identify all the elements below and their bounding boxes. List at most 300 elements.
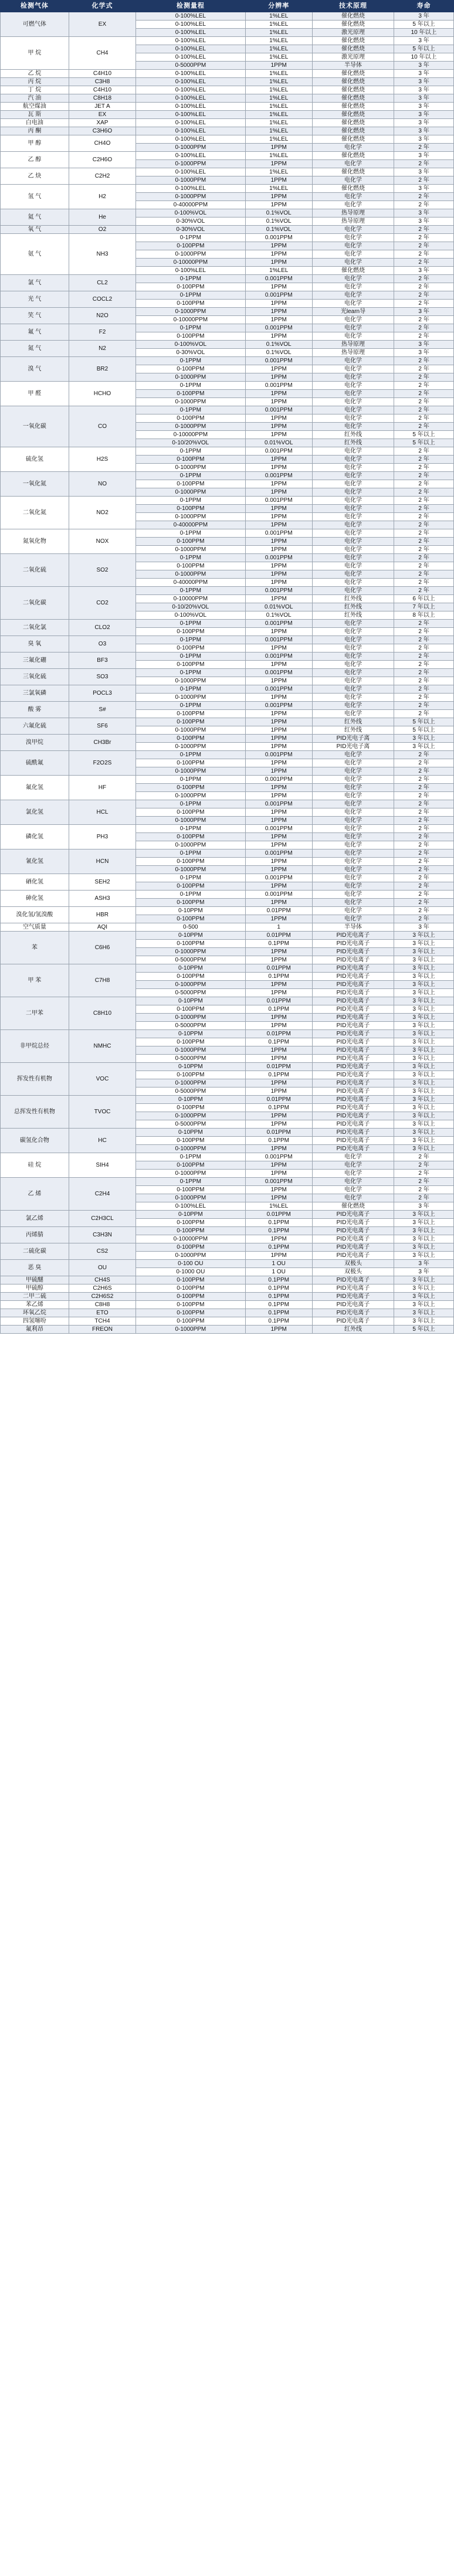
cell-technology: 电化学 <box>312 456 394 464</box>
cell-lifetime: 2 年 <box>394 570 454 579</box>
cell-detection-range: 0-1PPM <box>136 751 245 759</box>
cell-resolution: 0.01%VOL <box>245 439 312 447</box>
cell-detection-range: 0-100PPM <box>136 1161 245 1170</box>
cell-resolution: 1PPM <box>245 1079 312 1088</box>
cell-lifetime: 3 年 <box>394 209 454 218</box>
table-row <box>1 735 454 743</box>
cell-resolution: 1PPM <box>245 915 312 923</box>
cell-lifetime: 3 年 <box>394 1202 454 1211</box>
table-row <box>1 997 454 1005</box>
cell-technology: PID光电离子 <box>312 1038 394 1046</box>
cell-technology: 激光原理 <box>312 29 394 37</box>
cell-detection-range: 0-5000PPM <box>136 1022 245 1030</box>
cell-gas-name: 氮 气 <box>1 341 69 357</box>
cell-resolution: 0.001PPM <box>245 620 312 628</box>
cell-lifetime: 2 年 <box>394 1153 454 1161</box>
cell-gas-name: 硅 烷 <box>1 1153 69 1178</box>
cell-lifetime: 2 年 <box>394 447 454 456</box>
cell-resolution: 0.001PPM <box>245 472 312 480</box>
cell-chemical-formula: HCL <box>69 800 135 825</box>
cell-technology: 热导原理 <box>312 349 394 357</box>
cell-resolution: 1PPM <box>245 365 312 373</box>
cell-resolution: 1 OU <box>245 1260 312 1268</box>
cell-technology: 电化学 <box>312 242 394 250</box>
cell-gas-name: 非甲烷总烃 <box>1 1030 69 1063</box>
cell-technology: 电化学 <box>312 275 394 283</box>
cell-detection-range: 0-1000PPM <box>136 176 245 185</box>
cell-technology: PID光电离子 <box>312 1317 394 1326</box>
cell-technology: 电化学 <box>312 710 394 718</box>
cell-technology: 催化燃烧 <box>312 94 394 103</box>
cell-resolution: 0.01PPM <box>245 997 312 1005</box>
cell-detection-range: 0-1PPM <box>136 497 245 505</box>
cell-lifetime: 10 年以上 <box>394 53 454 62</box>
cell-gas-name: 氦 气 <box>1 209 69 226</box>
cell-detection-range: 0-1000PPM <box>136 817 245 825</box>
cell-gas-name: 甲 苯 <box>1 964 69 997</box>
cell-lifetime: 2 年 <box>394 406 454 414</box>
table-header <box>1 1 454 12</box>
cell-detection-range: 0-100PPM <box>136 1309 245 1317</box>
cell-technology: 电化学 <box>312 579 394 587</box>
cell-gas-name: 可燃气体 <box>1 12 69 37</box>
cell-lifetime: 2 年 <box>394 858 454 866</box>
cell-lifetime: 3 年 <box>394 86 454 94</box>
cell-resolution: 1PPM <box>245 505 312 513</box>
cell-resolution: 0.1%VOL <box>245 611 312 620</box>
table-row <box>1 751 454 759</box>
cell-gas-name: 氟 气 <box>1 324 69 341</box>
cell-lifetime: 2 年 <box>394 275 454 283</box>
cell-lifetime: 3 年以上 <box>394 948 454 956</box>
cell-gas-name: 二甲二硫 <box>1 1293 69 1301</box>
cell-technology: PID光电离子 <box>312 1145 394 1153</box>
cell-technology: 电化学 <box>312 792 394 800</box>
cell-detection-range: 0-1000PPM <box>136 1170 245 1178</box>
cell-detection-range: 0-100PPM <box>136 480 245 488</box>
cell-resolution: 1PPM <box>245 316 312 324</box>
cell-technology: 催化燃烧 <box>312 152 394 160</box>
cell-resolution: 1PPM <box>245 1170 312 1178</box>
cell-detection-range: 0-1PPM <box>136 234 245 242</box>
cell-detection-range: 0-100PPM <box>136 1243 245 1252</box>
table-row <box>1 226 454 234</box>
cell-detection-range: 0-1PPM <box>136 291 245 300</box>
table-row <box>1 37 454 45</box>
cell-lifetime: 3 年以上 <box>394 964 454 973</box>
cell-resolution: 1PPM <box>245 1145 312 1153</box>
cell-detection-range: 0-1000PPM <box>136 767 245 776</box>
cell-detection-range: 0-1PPM <box>136 324 245 332</box>
cell-resolution: 1PPM <box>245 677 312 685</box>
cell-resolution: 0.1PPM <box>245 1219 312 1227</box>
table-row <box>1 964 454 973</box>
cell-technology: 电化学 <box>312 390 394 398</box>
cell-chemical-formula: CH4S <box>69 1276 135 1284</box>
header-gas-name: 检测气体 <box>1 1 69 12</box>
cell-chemical-formula: CL2 <box>69 275 135 291</box>
cell-detection-range: 0-1000PPM <box>136 841 245 849</box>
cell-detection-range: 0-100PPM <box>136 661 245 669</box>
cell-lifetime: 3 年 <box>394 1260 454 1268</box>
cell-resolution: 1PPM <box>245 332 312 341</box>
cell-resolution: 0.001PPM <box>245 324 312 332</box>
cell-detection-range: 0-1000PPM <box>136 488 245 497</box>
cell-technology: 电化学 <box>312 1194 394 1202</box>
cell-lifetime: 2 年 <box>394 160 454 168</box>
cell-technology: 电化学 <box>312 201 394 209</box>
cell-gas-name: 臭 氧 <box>1 636 69 653</box>
cell-detection-range: 0-1PPM <box>136 620 245 628</box>
cell-resolution: 1PPM <box>245 431 312 439</box>
cell-detection-range: 0-1000PPM <box>136 193 245 201</box>
cell-lifetime: 2 年 <box>394 620 454 628</box>
cell-chemical-formula: POCL3 <box>69 685 135 702</box>
cell-gas-name: 三氟化硼 <box>1 653 69 669</box>
cell-resolution: 0.1PPM <box>245 1071 312 1079</box>
cell-technology: 电化学 <box>312 776 394 784</box>
cell-chemical-formula: TVOC <box>69 1096 135 1129</box>
header-technology: 技术原理 <box>312 1 394 12</box>
cell-detection-range: 0-100PPM <box>136 899 245 907</box>
table-row <box>1 923 454 932</box>
cell-detection-range: 0-100%LEL <box>136 29 245 37</box>
cell-lifetime: 2 年 <box>394 283 454 291</box>
cell-detection-range: 0-100PPM <box>136 973 245 981</box>
cell-chemical-formula: HCN <box>69 849 135 874</box>
table-row <box>1 669 454 677</box>
cell-resolution: 1PPM <box>245 808 312 817</box>
cell-resolution: 1PPM <box>245 735 312 743</box>
cell-gas-name: 二氧化氮 <box>1 497 69 529</box>
cell-chemical-formula: NMHC <box>69 1030 135 1063</box>
cell-technology: 红外线 <box>312 595 394 603</box>
cell-resolution: 0.001PPM <box>245 874 312 882</box>
cell-resolution: 0.01PPM <box>245 1063 312 1071</box>
cell-lifetime: 3 年以上 <box>394 1276 454 1284</box>
cell-resolution: 1%LEL <box>245 45 312 53</box>
cell-detection-range: 0-10PPM <box>136 1211 245 1219</box>
cell-detection-range: 0-1PPM <box>136 447 245 456</box>
cell-resolution: 1PPM <box>245 283 312 291</box>
cell-detection-range: 0-1000PPM <box>136 398 245 406</box>
cell-resolution: 1PPM <box>245 866 312 874</box>
cell-resolution: 1PPM <box>245 1235 312 1243</box>
cell-gas-name: 乙 炔 <box>1 168 69 185</box>
cell-detection-range: 0-100%LEL <box>136 45 245 53</box>
cell-chemical-formula: SO2 <box>69 554 135 587</box>
cell-chemical-formula: C2H6S <box>69 1284 135 1293</box>
cell-chemical-formula: C8H10 <box>69 997 135 1030</box>
cell-detection-range: 0-30%VOL <box>136 349 245 357</box>
cell-resolution: 1PPM <box>245 817 312 825</box>
cell-resolution: 0.01PPM <box>245 1211 312 1219</box>
cell-detection-range: 0-1PPM <box>136 702 245 710</box>
cell-resolution: 1PPM <box>245 759 312 767</box>
cell-lifetime: 2 年 <box>394 833 454 841</box>
cell-technology: 催化燃烧 <box>312 37 394 45</box>
cell-detection-range: 0-100PPM <box>136 505 245 513</box>
cell-lifetime: 2 年 <box>394 242 454 250</box>
cell-technology: 电化学 <box>312 677 394 685</box>
cell-lifetime: 3 年以上 <box>394 981 454 989</box>
cell-chemical-formula: C7H8 <box>69 964 135 997</box>
cell-detection-range: 0-100PPM <box>136 562 245 570</box>
cell-technology: PID光电离子 <box>312 1219 394 1227</box>
cell-technology: 催化燃烧 <box>312 78 394 86</box>
cell-chemical-formula: C4H10 <box>69 86 135 94</box>
table-row <box>1 1309 454 1317</box>
cell-chemical-formula: F2O2S <box>69 751 135 776</box>
cell-technology: 电化学 <box>312 874 394 882</box>
cell-resolution: 0.1%VOL <box>245 349 312 357</box>
cell-chemical-formula: SO3 <box>69 669 135 685</box>
cell-resolution: 1PPM <box>245 1326 312 1334</box>
cell-technology: 电化学 <box>312 620 394 628</box>
cell-lifetime: 3 年以上 <box>394 1046 454 1055</box>
cell-lifetime: 2 年 <box>394 1170 454 1178</box>
cell-lifetime: 2 年 <box>394 488 454 497</box>
cell-detection-range: 0-5000PPM <box>136 62 245 70</box>
cell-chemical-formula: HF <box>69 776 135 800</box>
table-row <box>1 94 454 103</box>
cell-technology: 电化学 <box>312 808 394 817</box>
cell-resolution: 0.001PPM <box>245 554 312 562</box>
cell-resolution: 0.1PPM <box>245 1284 312 1293</box>
cell-lifetime: 2 年 <box>394 891 454 899</box>
cell-detection-range: 0-10PPM <box>136 1129 245 1137</box>
cell-chemical-formula: CH3Br <box>69 735 135 751</box>
cell-technology: 催化燃烧 <box>312 119 394 127</box>
cell-resolution: 1%LEL <box>245 135 312 144</box>
cell-lifetime: 3 年 <box>394 94 454 103</box>
cell-lifetime: 3 年以上 <box>394 1005 454 1014</box>
cell-chemical-formula: JET A <box>69 103 135 111</box>
cell-detection-range: 0-100PPM <box>136 456 245 464</box>
table-row <box>1 78 454 86</box>
table-row <box>1 152 454 160</box>
cell-detection-range: 0-1000PPM <box>136 513 245 521</box>
cell-lifetime: 2 年 <box>394 907 454 915</box>
table-row <box>1 135 454 144</box>
cell-resolution: 1PPM <box>245 456 312 464</box>
cell-chemical-formula: C3H6O <box>69 127 135 135</box>
cell-lifetime: 2 年 <box>394 300 454 308</box>
cell-chemical-formula: EX <box>69 12 135 37</box>
cell-chemical-formula: SEH2 <box>69 874 135 891</box>
cell-technology: PID光电离子 <box>312 1079 394 1088</box>
cell-resolution: 0.1%VOL <box>245 209 312 218</box>
cell-resolution: 0.001PPM <box>245 702 312 710</box>
table-row <box>1 776 454 784</box>
cell-gas-name: 甲 烷 <box>1 37 69 70</box>
cell-detection-range: 0-100PPM <box>136 1301 245 1309</box>
table-row <box>1 907 454 915</box>
cell-lifetime: 3 年以上 <box>394 1079 454 1088</box>
cell-chemical-formula: BR2 <box>69 357 135 382</box>
cell-resolution: 1%LEL <box>245 70 312 78</box>
cell-technology: PID光电离子 <box>312 956 394 964</box>
cell-resolution: 0.001PPM <box>245 357 312 365</box>
cell-lifetime: 3 年以上 <box>394 1022 454 1030</box>
cell-gas-name: 溴 气 <box>1 357 69 382</box>
cell-chemical-formula: CS2 <box>69 1243 135 1260</box>
cell-technology: PID光电离子 <box>312 1005 394 1014</box>
cell-resolution: 0.001PPM <box>245 776 312 784</box>
cell-lifetime: 3 年 <box>394 78 454 86</box>
cell-technology: 电化学 <box>312 144 394 152</box>
cell-lifetime: 3 年以上 <box>394 1252 454 1260</box>
cell-technology: PID光电离子 <box>312 948 394 956</box>
cell-chemical-formula: HCHO <box>69 382 135 406</box>
cell-technology: 电化学 <box>312 858 394 866</box>
cell-detection-range: 0-100%LEL <box>136 94 245 103</box>
cell-technology: 电化学 <box>312 300 394 308</box>
cell-gas-name: 溴甲烷 <box>1 735 69 751</box>
cell-detection-range: 0-100 OU <box>136 1260 245 1268</box>
cell-technology: 电化学 <box>312 505 394 513</box>
cell-lifetime: 3 年 <box>394 103 454 111</box>
table-row <box>1 1260 454 1268</box>
cell-resolution: 0.001PPM <box>245 291 312 300</box>
cell-detection-range: 0-1PPM <box>136 275 245 283</box>
cell-detection-range: 0-40000PPM <box>136 521 245 529</box>
cell-chemical-formula: ASH3 <box>69 891 135 907</box>
cell-chemical-formula: CH4 <box>69 37 135 70</box>
cell-detection-range: 0-100PPM <box>136 1227 245 1235</box>
cell-chemical-formula: OU <box>69 1260 135 1276</box>
cell-gas-name: 笑 气 <box>1 308 69 324</box>
cell-technology: 电化学 <box>312 554 394 562</box>
cell-resolution: 1PPM <box>245 176 312 185</box>
table-row <box>1 849 454 858</box>
cell-lifetime: 2 年 <box>394 817 454 825</box>
cell-resolution: 0.001PPM <box>245 275 312 283</box>
cell-lifetime: 2 年 <box>394 193 454 201</box>
cell-technology: 催化燃烧 <box>312 135 394 144</box>
cell-detection-range: 0-1PPM <box>136 891 245 899</box>
cell-lifetime: 3 年以上 <box>394 997 454 1005</box>
cell-lifetime: 2 年 <box>394 685 454 694</box>
table-row <box>1 406 454 414</box>
cell-technology: 电化学 <box>312 538 394 546</box>
cell-technology: PID光电离子 <box>312 932 394 940</box>
cell-resolution: 1%LEL <box>245 21 312 29</box>
cell-technology: 催化燃烧 <box>312 86 394 94</box>
table-row <box>1 1153 454 1161</box>
cell-technology: PID光电离子 <box>312 1301 394 1309</box>
cell-detection-range: 0-100PPM <box>136 1038 245 1046</box>
cell-detection-range: 0-100%LEL <box>136 119 245 127</box>
cell-gas-name: 甲 醇 <box>1 135 69 152</box>
cell-technology: 电化学 <box>312 1186 394 1194</box>
cell-lifetime: 2 年 <box>394 694 454 702</box>
cell-lifetime: 3 年 <box>394 1268 454 1276</box>
cell-technology: 电化学 <box>312 570 394 579</box>
cell-lifetime: 2 年 <box>394 636 454 644</box>
cell-technology: PID光电离子 <box>312 997 394 1005</box>
cell-gas-name: 氮氧化物 <box>1 529 69 554</box>
cell-detection-range: 0-1000PPM <box>136 464 245 472</box>
cell-detection-range: 0-1000PPM <box>136 1145 245 1153</box>
cell-resolution: 1%LEL <box>245 103 312 111</box>
cell-detection-range: 0-100PPM <box>136 1276 245 1284</box>
cell-resolution: 1PPM <box>245 1046 312 1055</box>
cell-lifetime: 3 年 <box>394 267 454 275</box>
cell-lifetime: 3 年以上 <box>394 1112 454 1120</box>
cell-lifetime: 5 年以上 <box>394 431 454 439</box>
cell-lifetime: 2 年 <box>394 702 454 710</box>
cell-detection-range: 0-100PPM <box>136 283 245 291</box>
cell-detection-range: 0-100PPM <box>136 414 245 423</box>
cell-detection-range: 0-5000PPM <box>136 1120 245 1129</box>
cell-technology: PID光电离子 <box>312 1022 394 1030</box>
cell-gas-name: 二氧化氯 <box>1 620 69 636</box>
cell-detection-range: 0-1000PPM <box>136 726 245 735</box>
cell-detection-range: 0-100%LEL <box>136 70 245 78</box>
cell-technology: 电化学 <box>312 283 394 291</box>
cell-resolution: 1%LEL <box>245 29 312 37</box>
cell-detection-range: 0-100PPM <box>136 1005 245 1014</box>
cell-lifetime: 8 年以上 <box>394 611 454 620</box>
cell-lifetime: 3 年 <box>394 127 454 135</box>
cell-technology: PID光电离子 <box>312 981 394 989</box>
cell-detection-range: 0-10PPM <box>136 964 245 973</box>
cell-technology: PID光电离子 <box>312 1030 394 1038</box>
cell-technology: PID光电离子 <box>312 1293 394 1301</box>
cell-resolution: 1PPM <box>245 1186 312 1194</box>
cell-resolution: 1PPM <box>245 414 312 423</box>
cell-resolution: 0.1PPM <box>245 1293 312 1301</box>
cell-lifetime: 2 年 <box>394 653 454 661</box>
cell-detection-range: 0-100%LEL <box>136 267 245 275</box>
cell-detection-range: 0-1000PPM <box>136 1112 245 1120</box>
cell-gas-name: 硫化氢 <box>1 447 69 472</box>
cell-gas-name: 甲 醛 <box>1 382 69 406</box>
cell-resolution: 0.1PPM <box>245 1227 312 1235</box>
cell-lifetime: 2 年 <box>394 800 454 808</box>
cell-technology: 电化学 <box>312 250 394 259</box>
cell-resolution: 0.001PPM <box>245 636 312 644</box>
cell-resolution: 0.1PPM <box>245 1309 312 1317</box>
cell-lifetime: 2 年 <box>394 710 454 718</box>
cell-detection-range: 0-40000PPM <box>136 201 245 209</box>
cell-chemical-formula: SF6 <box>69 718 135 735</box>
cell-chemical-formula: F2 <box>69 324 135 341</box>
cell-resolution: 1PPM <box>245 423 312 431</box>
cell-resolution: 0.001PPM <box>245 382 312 390</box>
cell-detection-range: 0-1PPM <box>136 800 245 808</box>
cell-technology: PID光电离子 <box>312 1227 394 1235</box>
cell-technology: 电化学 <box>312 546 394 554</box>
cell-gas-name: 溴化氢/氢溴酸 <box>1 907 69 923</box>
cell-lifetime: 3 年 <box>394 152 454 160</box>
cell-detection-range: 0-100%LEL <box>136 185 245 193</box>
header-lifetime: 寿命 <box>394 1 454 12</box>
cell-chemical-formula: N2 <box>69 341 135 357</box>
cell-detection-range: 0-1000PPM <box>136 423 245 431</box>
table-row <box>1 1326 454 1334</box>
cell-lifetime: 2 年 <box>394 480 454 488</box>
table-row <box>1 291 454 300</box>
cell-lifetime: 3 年以上 <box>394 1293 454 1301</box>
cell-lifetime: 3 年以上 <box>394 940 454 948</box>
cell-detection-range: 0-100%VOL <box>136 611 245 620</box>
cell-chemical-formula: PH3 <box>69 825 135 849</box>
cell-technology: 电化学 <box>312 587 394 595</box>
cell-lifetime: 3 年以上 <box>394 1317 454 1326</box>
cell-gas-name: 氯化氢 <box>1 800 69 825</box>
